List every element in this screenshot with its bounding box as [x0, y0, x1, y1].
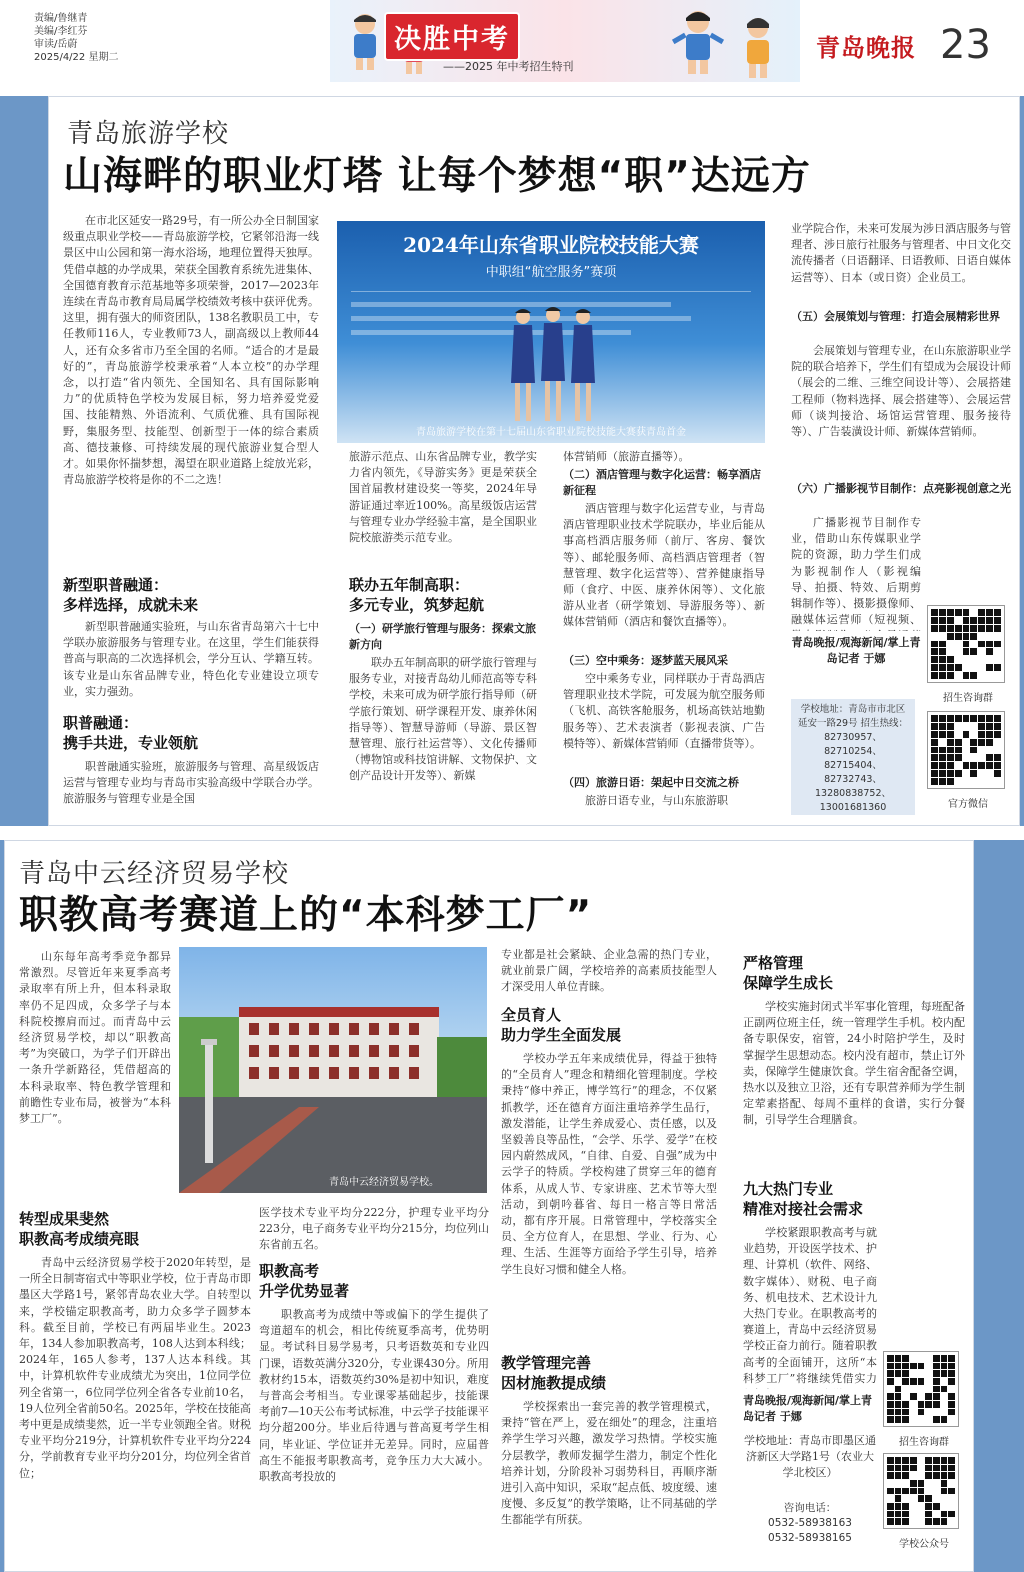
article2-phones — [743, 1501, 877, 1546]
subhead-line: 保障学生成长 — [743, 974, 834, 992]
article1-byline: 青岛晚报/观海新闻/掌上青岛记者 于娜 — [791, 636, 921, 665]
photo-banner-title: 2024年山东省职业院校技能大赛 — [403, 233, 699, 257]
article1-col2-continued: 旅游示范点、山东省品牌专业，教学实力省内领先，《导游实务》更是荣获全国首届教材建设奖一等奖，2024年导游证通过率近100%。高星级饭店运营与管理专业办学经验丰富，是全国职业院校旅游类示范专业。 — [349, 450, 537, 545]
article2-photo — [179, 947, 487, 1193]
article2-subhead-a — [19, 1209, 251, 1249]
article1-paragraph-2: 酒店管理与数字化运营专业，与青岛酒店管理职业技术学院联办，毕业后能从事高档酒店服务师（前厅、客房、餐饮等）、邮轮服务师、高档酒店管理者（智慧管理、数字化运营等）、营养健康指导师（食疗、中医、康养休闲等）、文化旅游从业者（研学策划、导游服务等）、新媒体营销师（酒店和餐饮直播等）。 — [563, 502, 765, 629]
designer-name: 美编/李红芬 — [34, 26, 88, 37]
subhead-line: 全员育人 — [501, 1006, 562, 1024]
article2-headline: 职教高考赛道上的“本科梦工厂” — [19, 893, 593, 938]
qr-code-icon[interactable] — [883, 1351, 959, 1427]
article2-subhead-d — [501, 1353, 717, 1393]
subhead-line: 职教高考成绩亮眼 — [19, 1230, 140, 1248]
reviewer-name: 审读/岳蔚 — [34, 39, 78, 50]
special-edition-banner — [330, 0, 800, 82]
article1-address-box: 学校地址：青岛市市北区延安一路29号 招生热线：82730957、82710254、82715404、82732743、13280838752、13001681360 — [791, 699, 915, 815]
article1-paragraph-1: 联办五年制高职的研学旅行管理与服务专业，对接青岛幼儿师范高等专科学校，未来可成为研学旅行指导师（研学旅行策划、研学课程开发、康养休闲指导等）、智慧导游师（导游、景区智慧管理、旅行社运营等）、文化传播师（博物馆或科技馆讲解、文物保护、文创产品设计开发等）、新媒 — [349, 656, 537, 783]
subhead-line: 职教高考 — [259, 1262, 320, 1280]
article2-subhead-b — [259, 1261, 489, 1301]
article1-paragraph-merge: 职普融通实验班，旅游服务与管理、高星级饭店运营与管理专业均与青岛市实验高级中学联合办学。旅游服务与管理专业是全国 — [63, 760, 319, 806]
article2-qr-group — [883, 1453, 965, 1550]
article2-byline: 青岛晚报/观海新闻/掌上青岛记者 于娜 — [743, 1394, 873, 1423]
banner-subtitle: ——2025 年中考招生特刊 — [443, 60, 574, 73]
subhead-line: 因材施教提成绩 — [501, 1374, 607, 1392]
article1-subhead-five — [349, 575, 539, 615]
subhead-line: 联办五年制高职： — [349, 576, 470, 594]
article2-paragraph-d: 专业都是社会紧缺、企业急需的热门专业，就业前景广阔，学校培养的高素质技能型人才深受用人单位青睐。 — [501, 948, 717, 994]
article1-minihead-6: （六）广播影视节目制作：点亮影视创意之光 — [791, 482, 1011, 495]
banner-title: 决胜中考 — [384, 12, 520, 61]
article1-headline: 山海畔的职业灯塔 让每个梦想“职”达远方 — [63, 154, 811, 199]
article1-paragraph-6: 广播影视节目制作专业，借助山东传媒职业学院的资源，助力学生们成为影视制作人（影视编导、拍摄、特效、后期剪辑制作等）、摄影摄像师、融媒体运营师（短视频、 — [791, 516, 921, 627]
article2-school-name: 青岛中云经济贸易学校 — [19, 859, 290, 889]
subhead-line: 严格管理 — [743, 954, 804, 972]
subhead-line: 教学管理完善 — [501, 1354, 592, 1372]
flight-attendant-figures — [503, 305, 603, 425]
article2-qr-group — [883, 1351, 965, 1448]
article2 — [4, 840, 974, 1572]
subhead-line: 升学优势显著 — [259, 1282, 350, 1300]
subhead-line: 转型成果斐然 — [19, 1210, 110, 1228]
article1-qr-group — [927, 605, 1009, 704]
phone-label: 咨询电话： — [783, 1502, 837, 1514]
subhead-line: 九大热门专业 — [743, 1180, 834, 1198]
article2-paragraph-g: 学校实施封闭式半军事化管理，每班配备正副两位班主任，统一管理学生手机。校内配备专职保安，宿管，24小时陪护学生，及时掌握学生思想动态。校内没有超市，禁止订外卖，保障学生健康饮食。学生宿舍配备空调，热水以及独立卫浴，还有专职营养师为学生制定荤素搭配、每周不重样的食谱，实行分餐制，引导学生合理膳食。 — [743, 1000, 965, 1127]
article2-paragraph-a: 青岛中云经济贸易学校于2020年转型，是一所全日制寄宿式中等职业学校，位于青岛市即墨区大学路1号，紧邻青岛农业大学。自转型以来，学校锚定职教高考，助力众多学子圆梦本科。截至目前，学校已有两届毕业生。2023年，134人参加职教高考，108人达到本科线；2024年，165人参考，137人达本科线。其中，计算机软件专业成绩尤为突出，1位同学位列全省第一，6位同学位列全省各专业前10名，19人位列全省前50名。2025年，学校在技能高考中更是成绩斐然，近一半专业领跑全省。财税专业平均分219分，计算机软件专业平均分224分，学前教育专业平均分201分，均位列全省首位； — [19, 1256, 251, 1480]
article1-photo-caption: 青岛旅游学校在第十七届山东省职业院校技能大赛获青岛首金 — [416, 427, 686, 438]
issue-date: 2025/4/22 星期二 — [34, 52, 119, 63]
subhead-line: 多样选择，成就未来 — [63, 596, 199, 614]
editor-credits — [34, 12, 124, 64]
qr-label: 招生咨询群 — [943, 693, 993, 704]
article1-minihead-5: （五）会展策划与管理：打造会展精彩世界 — [791, 310, 1000, 323]
subhead-line: 多元专业，筑梦起航 — [349, 596, 485, 614]
article2-subhead-e — [743, 953, 965, 993]
article1-qr-group — [927, 711, 1009, 810]
phone-number: 0532-58938163 — [768, 1517, 852, 1529]
article1-minihead-3: （三）空中乘务：逐梦蓝天展风采 — [563, 654, 728, 667]
subhead-line: 新型职普融通： — [63, 576, 169, 594]
article1-minihead-1: （一）研学旅行管理与服务：探索文旅新方向 — [349, 622, 536, 651]
page-number: 23 — [940, 22, 991, 68]
qr-code-icon[interactable] — [927, 605, 1005, 683]
student-illustration-left — [340, 10, 390, 70]
article1-photo — [337, 221, 765, 443]
subhead-line: 携手共进，专业领航 — [63, 734, 199, 752]
editor-name: 责编/鲁继青 — [34, 13, 88, 24]
article1-paragraph-5: 会展策划与管理专业，在山东旅游职业学院的联合培养下，学生们有望成为会展设计师（展会的二维、三维空间设计等）、会展搭建工程师（物料选择、展会搭建等）、会展运营师（谈判接洽、场馆运营管理、服务接待等）、广告装潢设计师、新媒体营销师。 — [791, 344, 1011, 439]
subhead-line: 助力学生全面发展 — [501, 1026, 622, 1044]
article2-paragraph-e: 学校办学五年来成绩优异，得益于独特的“全员育人”理念和精细化管理制度。学校秉持“修中养正，博学笃行”的理念，不仅紧抓教学，还在德育方面注重培养学生品行，激发潜能，让学生养成爱心、责任感，以及坚毅善良等品性，“会学、乐学、爱学”在校园内蔚然成风，“自律、自爱、自强”成为中云学子的特质。学校构建了贯穿三年的德育体系，从成人节、专家讲座、艺术节等大型活动，到朝吟暮省、每日一格言等日常活动，都有序开展。日常管理中，学校落实全员、全方位育人，在思想、学业、行为、心理、生活、生涯等方面给予学生引导，培养学生良好习惯和健全人格。 — [501, 1052, 717, 1276]
article2-address: 学校地址：青岛市即墨区通济新区大学路1号（农业大学北校区） — [744, 1434, 876, 1480]
article1-minihead-2: （二）酒店管理与数字化运营：畅享酒店新征程 — [563, 468, 761, 497]
subhead-line: 精准对接社会需求 — [743, 1200, 864, 1218]
article1-col3-continued: 体营销师（旅游直播等）。 — [563, 450, 690, 463]
article2-paragraph-f: 学校探索出一套完善的教学管理模式，秉持“管在严上，爱在细处”的理念，注重培养学生学习兴趣，激发学习热情。学校实施分层教学，教师发掘学生潜力，制定个性化培养计划，分阶段补习弱势科目，再顺序渐进引入高中知识，采取“起点低、坡度缓、速度慢、多反复”的教学策略，让不同基础的学生都能学有所获。 — [501, 1400, 717, 1527]
article1-school-name: 青岛旅游学校 — [67, 119, 230, 149]
student-illustration-right2 — [730, 14, 786, 78]
article2-paragraph-b: 医学技术专业平均分222分，护理专业平均分223分，电子商务专业平均分215分，均位列山东省前五名。 — [259, 1206, 489, 1252]
article2-lead: 山东每年高考季竞争都异常激烈。尽管近年来夏季高考录取率有所上升，但本科录取率仍不足四成，众多学子与本科院校擦肩而过。而青岛中云经济贸易学校，却以“职教高考”为突破口，为学子们开辟出一条升学新路径，凭借超高的本科录取率、特色教学管理和前瞻性专业布局，被誉为“本科梦工厂”。 — [19, 950, 171, 1126]
article2-photo-caption: 青岛中云经济贸易学校。 — [329, 1177, 439, 1188]
article1-subhead-new — [63, 575, 319, 615]
qr-label: 学校公众号 — [899, 1539, 949, 1550]
article2-paragraph-c: 职教高考为成绩中等或偏下的学生提供了弯道超车的机会，相比传统夏季高考，优势明显。考试科目易学易考，只考语数英和专业四门课，语数英满分320分，专业课430分。所用教材约15本，语数英约30%是初中知识，难度与普高会考相当。专业课零基础起步，技能课考前7—10天公布考试标准，中云学子技能课平均分超200分。毕业后待遇与普高夏考学生相同，毕业证、学位证并无差异。同时，应届普高生不能报考职教高考，竞争压力大大减小。职教高考投放的 — [259, 1308, 489, 1484]
article2-subhead-f — [743, 1179, 965, 1219]
article1-intro: 在市北区延安一路29号，有一所公办全日制国家级重点职业学校——青岛旅游学校，它紧邻沿海一线景区中山公园和第一海水浴场，地理位置得天独厚。凭借卓越的办学成果，荣获全国教育系统先进集体、全国德育教育示范基地等多项荣誉，2017—2023年连续在青岛市教育局局属学校绩效考核中获评优秀。这里，拥有强大的师资团队，138名教职员工中，专任教师116人，专业教师73人，副高级以上教师44人，还有众多省市乃至全国的名师。“适合的才是最好的”，青岛旅游学校秉承着“人本立校”的办学理念，以打造“省内领先、全国知名、具有国际影响力”的优质特色学校为发展目标，努力培养爱党爱国、技能精熟、外语流利、气质优雅、具有国际视野，集服务型、技能型、创新型于一体的综合素质高、德技兼修、可持续发展的现代旅游业复合型人才。如果你怀揣梦想，渴望在职业道路上绽放光彩，青岛旅游学校将是你的不二之选！ — [63, 214, 319, 487]
student-illustration-right — [670, 6, 726, 76]
newspaper-logo: 青岛晚报 — [816, 33, 916, 62]
article1-minihead-4: （四）旅游日语：架起中日交流之桥 — [563, 776, 739, 789]
phone-number: 0532-58938165 — [768, 1532, 852, 1544]
article1 — [48, 96, 1020, 826]
qr-code-icon[interactable] — [927, 711, 1005, 789]
article1-subhead-merge — [63, 713, 319, 753]
subhead-line: 职普融通： — [63, 714, 139, 732]
article1-paragraph-4: 旅游日语专业，与山东旅游职 — [585, 794, 728, 807]
school-building-illustration — [179, 947, 487, 1193]
photo-banner-subtitle: 中职组“航空服务”赛项 — [485, 265, 617, 280]
qr-label: 官方微信 — [948, 799, 988, 810]
article2-paragraph-h: 学校紧跟职教高考与就业趋势，开设医学技术、护理、计算机（软件、网络、数字媒体）、财税、电子商务、机电技术、艺术设计九大热门专业。在职教高考的赛道上，青岛中云经济贸易学校正奋力前行。随着职教高考的全面铺开，这所“本科梦工厂”将继续凭借实力 — [743, 1226, 877, 1385]
article1-paragraph-3: 空中乘务专业，同样联办于青岛酒店管理职业技术学院，可发展为航空服务师（飞机、高铁客舱服务，机场高铁站地勤服务等）、艺术表演者（影视表演、广告模特等）、新媒体营销师（直播带货等）。 — [563, 672, 765, 750]
qr-code-icon[interactable] — [883, 1453, 959, 1529]
article2-subhead-c — [501, 1005, 717, 1045]
article1-paragraph-new: 新型职普融通实验班，与山东省青岛第六十七中学联办旅游服务与管理专业。在这里，学生们能获得普高与职高的二次选择机会，学分互认、学籍互转。该专业是山东省品牌专业，特色化专业建设立项专业，实力强劲。 — [63, 620, 319, 698]
qr-label: 招生咨询群 — [899, 1437, 949, 1448]
article1-col4-continued: 业学院合作，未来可发展为涉日酒店服务与管理者、涉日旅行社服务与管理者、中日文化交流传播者（日语翻译、日语教师、日语自媒体运营等）、日本（或日资）企业员工。 — [791, 222, 1011, 284]
